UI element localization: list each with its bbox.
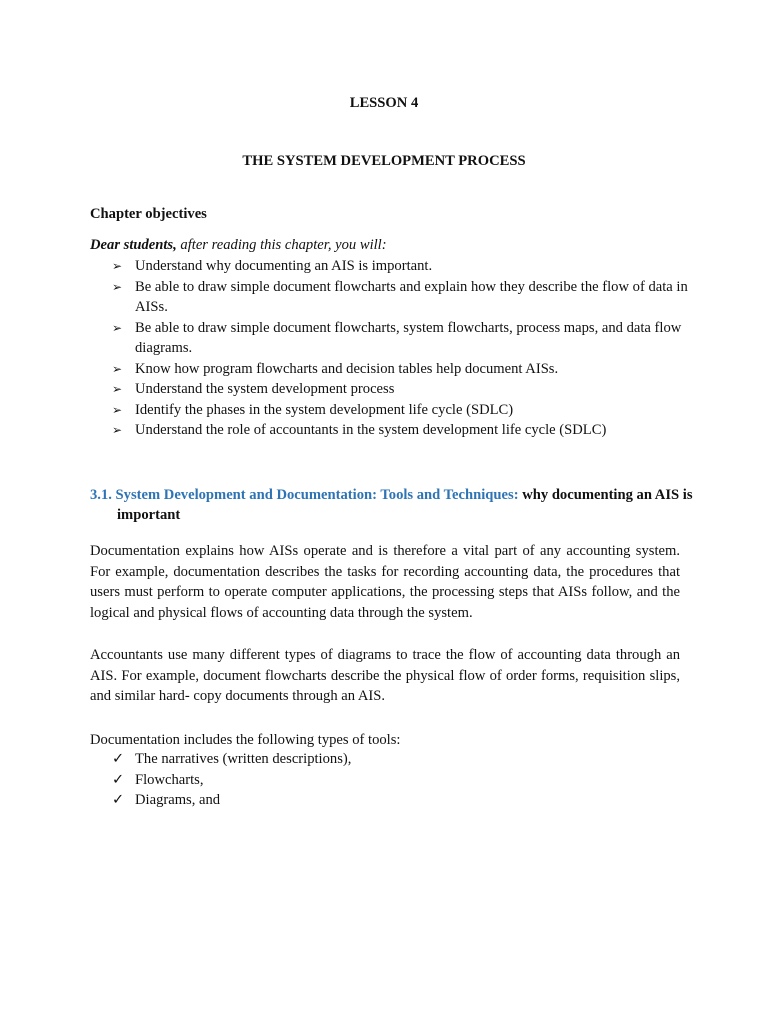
objective-item: [90, 256, 690, 277]
objective-text: Understand why documenting an AIS is important.: [135, 258, 433, 274]
arrow-bullet-icon: ➢: [112, 259, 123, 273]
objective-text: Be able to draw simple document flowcharts, system flowcharts, process maps, and data flow diagrams.: [135, 319, 682, 356]
objective-text: Identify the phases in the system development life cycle (SDLC): [135, 401, 514, 418]
checkmark-icon: ✓: [112, 771, 125, 788]
paragraph-diagrams: Accountants use many different types of diagrams to trace the flow of accounting data through an AIS. For example, document flowcharts describe the physical flow of order forms, requisition slips, and similar hard- copy documents through an AIS.: [90, 647, 680, 704]
tool-item: [90, 770, 650, 791]
section-heading-black: why documenting an AIS is: [522, 487, 693, 503]
objective-item: [90, 379, 690, 400]
objective-item: [90, 277, 690, 318]
objective-item: [90, 359, 690, 380]
objective-text: Know how program flowcharts and decision tables help document AISs.: [135, 360, 559, 377]
arrow-bullet-icon: ➢: [112, 320, 123, 335]
tools-list: [90, 749, 650, 811]
arrow-bullet-icon: ➢: [112, 279, 123, 294]
chapter-title: THE SYSTEM DEVELOPMENT PROCESS: [242, 153, 526, 169]
tool-text: Diagrams, and: [135, 792, 221, 808]
tool-item: [90, 790, 650, 811]
section-heading-continuation: important: [117, 507, 181, 523]
arrow-bullet-icon: ➢: [112, 382, 123, 396]
arrow-bullet-icon: ➢: [112, 402, 123, 417]
objective-text: Understand the role of accountants in the system development life cycle (SDLC): [135, 422, 607, 438]
checkmark-icon: ✓: [112, 751, 125, 767]
objective-item: [90, 420, 690, 441]
intro-greeting: Dear students,: [90, 237, 177, 253]
tool-text: The narratives (written descriptions),: [135, 751, 352, 767]
objective-item: [90, 318, 690, 359]
tool-text: Flowcharts,: [135, 771, 204, 788]
objectives-list: [90, 256, 690, 441]
arrow-bullet-icon: ➢: [112, 361, 123, 376]
intro-text: after reading this chapter, you will:: [176, 237, 387, 253]
objectives-heading: Chapter objectives: [90, 206, 207, 222]
arrow-bullet-icon: ➢: [112, 423, 123, 437]
objectives-intro: [90, 236, 387, 254]
section-heading: [90, 485, 726, 525]
paragraph-documentation: Documentation explains how AISs operate and is therefore a vital part of any accounting system. For example, documentation describes the tasks for recording accounting data, the procedures that users must perform to operate computer applications, the processing steps that AISs follow, and the logical and physical flows of accounting data through the system.: [90, 543, 680, 621]
checkmark-icon: ✓: [112, 792, 125, 808]
tool-item: [90, 749, 650, 770]
lesson-number: LESSON 4: [349, 95, 419, 111]
objective-text: Understand the system development process: [135, 381, 395, 397]
section-heading-blue: 3.1. System Development and Documentation: Tools and Techniques:: [90, 487, 519, 503]
objective-text: Be able to draw simple document flowcharts and explain how they describe the flow of data in AISs.: [135, 278, 688, 315]
objective-item: [90, 400, 690, 421]
paragraph-tools-intro: Documentation includes the following types of tools:: [90, 732, 401, 748]
